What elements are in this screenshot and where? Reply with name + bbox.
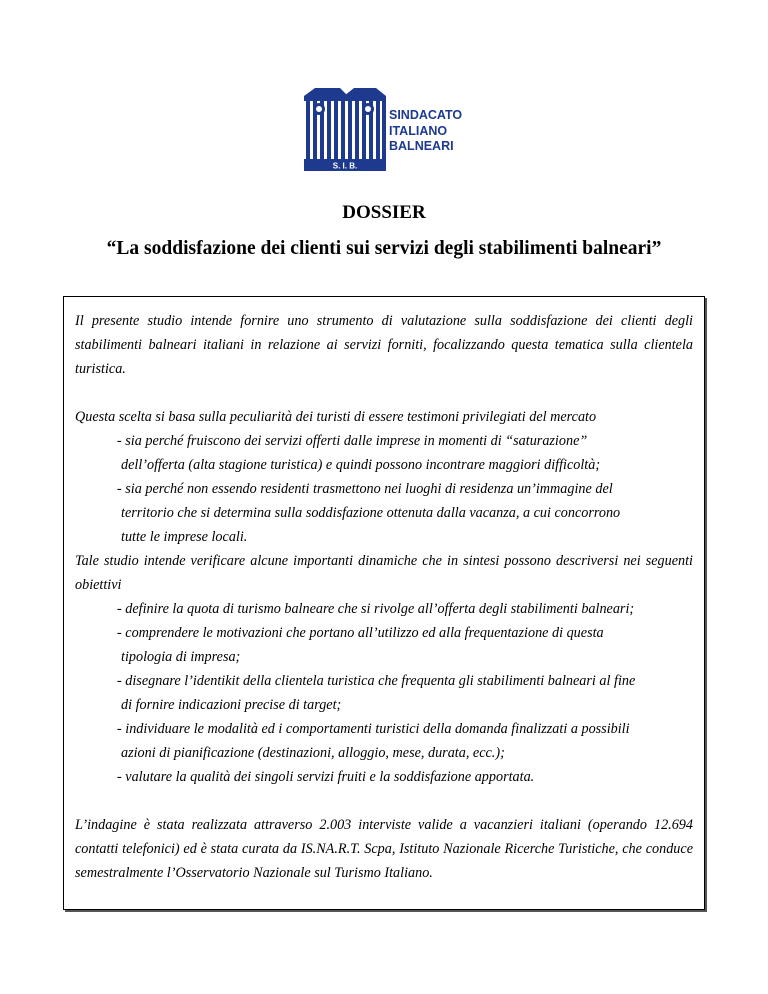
document-title: DOSSIER (342, 202, 426, 223)
list-item-continuation: tipologia di impresa; (121, 649, 241, 665)
list-item-continuation: territorio che si determina sulla soddisfazione ottenuta dalla vacanza, a cui concorrono (121, 505, 621, 521)
list-item: - individuare le modalità ed i comportamenti turistici della domanda finalizzati a possibili (117, 721, 630, 737)
list-item-continuation: dell’offerta (alta stagione turistica) e quindi possono incontrare maggiori difficoltà; (121, 457, 601, 473)
choice-paragraph: Questa scelta si basa sulla peculiarità dei turisti di essere testimoni privilegiati del mercato (75, 409, 597, 425)
list-item: - sia perché non essendo residenti trasmettono nei luoghi di residenza un’immagine del (117, 481, 613, 497)
logo-line: BALNEARI (389, 139, 454, 153)
logo-acronym: S. I. B. (332, 161, 358, 171)
summary-text (75, 309, 693, 885)
list-item: - valutare la qualità dei singoli servizi fruiti e la soddisfazione apportata. (117, 769, 535, 785)
document-subtitle: “La soddisfazione dei clienti sui servizi degli stabilimenti balneari” (106, 238, 662, 259)
logo-line: SINDACATO (389, 108, 463, 122)
closing-paragraph: L’indagine è stata realizzata attraverso 2.003 interviste valide a vacanzieri italiani (operando 12.694 contatti telefonici) ed è stata curata da IS.NA.R.T. Scpa, Istituto Nazionale Ricerche Turistiche, che conduce semestralmente l’Osservatorio Nazionale sul Turismo Italiano. (75, 817, 693, 881)
list-item: - disegnare l’identikit della clientela turistica che frequenta gli stabilimenti balneari al fine (117, 673, 636, 689)
list-item: - sia perché fruiscono dei servizi offerti dalle imprese in momenti di “saturazione” (117, 433, 588, 449)
list-item-continuation: azioni di pianificazione (destinazioni, alloggio, mese, durata, ecc.); (121, 745, 505, 761)
list-item-continuation: di fornire indicazioni precise di target; (121, 697, 342, 713)
objectives-paragraph: Tale studio intende verificare alcune importanti dinamiche che in sintesi possono descriversi nei seguenti obiettivi (75, 553, 693, 593)
list-item: - definire la quota di turismo balneare che si rivolge all’offerta degli stabilimenti balneari; (117, 601, 635, 617)
logo-wordmark (389, 108, 462, 155)
logo-line: ITALIANO (389, 123, 448, 138)
intro-paragraph: Il presente studio intende fornire uno strumento di valutazione sulla soddisfazione dei clienti degli stabilimenti balneari italiani in relazione ai servizi forniti, focalizzando questa tematica sulla clientela turistica. (75, 313, 693, 377)
list-item: - comprendere le motivazioni che portano all’utilizzo ed alla frequentazione di questa (117, 625, 604, 641)
list-item-continuation: tutte le imprese locali. (121, 529, 248, 545)
